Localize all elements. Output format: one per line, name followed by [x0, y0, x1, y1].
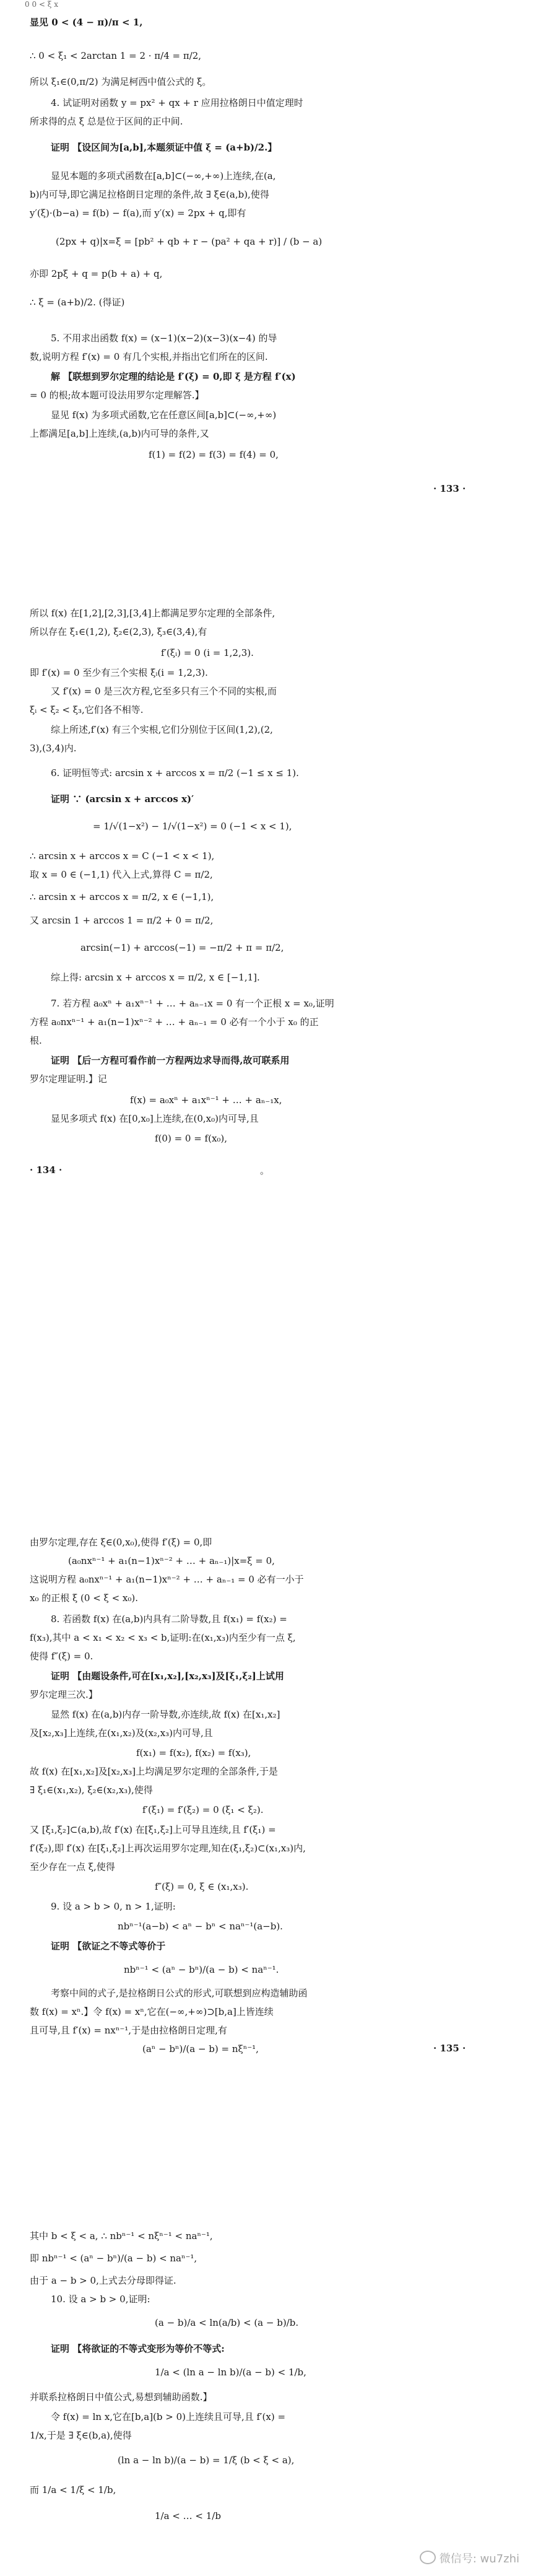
text-line: 1/a < (ln a − ln b)/(a − b) < 1/b,	[155, 2367, 306, 2378]
text-line: 6. 证明恒等式: arcsin x + arccos x = π/2 (−1 ≤ x ≤ 1).	[51, 767, 299, 779]
text-line: 7. 若方程 a₀xⁿ + a₁xⁿ⁻¹ + … + aₙ₋₁x = 0 有一个正根 x = x₀,证明	[51, 998, 334, 1009]
text-line: (a₀nxⁿ⁻¹ + a₁(n−1)xⁿ⁻² + … + aₙ₋₁)|x=ξ = 0,	[68, 1555, 275, 1566]
text-line: 显见本题的多项式函数在[a,b]⊂(−∞,+∞)上连续,在(a,	[51, 170, 276, 181]
text-line: 3),(3,4)内.	[30, 743, 77, 754]
text-line: 1/a < … < 1/b	[155, 2510, 221, 2521]
text-line: 4. 试证明对函数 y = px² + qx + r 应用拉格朗日中值定理时	[51, 97, 303, 108]
text-line: 上都满足[a,b]上连续,(a,b)内可导的条件,又	[30, 428, 209, 439]
text-line: 使得 f″(ξ) = 0.	[30, 1651, 93, 1662]
text-line: f(x₁) = f(x₂), f(x₂) = f(x₃),	[136, 1747, 251, 1758]
text-line: f(x₃),其中 a < x₁ < x₂ < x₃ < b,证明:在(x₁,x₃)内至少有一点 ξ,	[30, 1632, 296, 1643]
text-line: ∴ arcsin x + arccos x = π/2, x ∈ (−1,1),	[30, 891, 214, 902]
text-line: 即 nbⁿ⁻¹ < (aⁿ − bⁿ)/(a − b) < naⁿ⁻¹,	[30, 2253, 197, 2264]
text-line: 8. 若函数 f(x) 在(a,b)内具有二阶导数,且 f(x₁) = f(x₂) =	[51, 1613, 287, 1625]
text-line: 数,说明方程 f′(x) = 0 有几个实根,并指出它们所在的区间.	[30, 351, 268, 362]
text-line: nbⁿ⁻¹ < (aⁿ − bⁿ)/(a − b) < naⁿ⁻¹.	[124, 1964, 279, 1975]
text-line: 所以 ξ₁∈(0,π/2) 为满足柯西中值公式的 ξ。	[30, 76, 212, 87]
text-line: 令 f(x) = ln x,它在[b,a](b > 0)上连续且可导,且 f′(x) =	[51, 2411, 286, 2422]
text-line: 并联系拉格朗日中值公式,易想到辅助函数.】	[30, 2391, 212, 2403]
text-line: 又 arcsin 1 + arccos 1 = π/2 + 0 = π/2,	[30, 915, 214, 926]
text-line: ∃ ξ₁∈(x₁,x₂), ξ₂∈(x₂,x₃),使得	[30, 1784, 153, 1796]
text-line: 证明 【欲证之不等式等价于	[51, 1941, 166, 1952]
text-line: 显然 f(x) 在(a,b)内存一阶导数,亦连续,故 f(x) 在[x₁,x₂]	[51, 1709, 280, 1720]
text-line: 证明 【后一方程可看作前一方程两边求导而得,故可联系用	[51, 1055, 290, 1066]
text-line: ξᵢ < ξ₂ < ξ₃,它们各不相等.	[30, 704, 144, 715]
text-line: 解 【联想到罗尔定理的结论是 f′(ξ) = 0,即 ξ 是方程 f′(x)	[51, 371, 296, 382]
text-line: f(0) = 0 = f(x₀),	[155, 1133, 228, 1144]
text-line: = 0 的根;故本题可设法用罗尔定理解答.】	[30, 390, 204, 401]
text-line: 亦即 2pξ + q = p(b + a) + q,	[30, 268, 163, 279]
text-line: 综上得: arcsin x + arccos x = π/2, x ∈ [−1,1].	[51, 972, 260, 983]
text-line: 10. 设 a > b > 0,证明:	[51, 2294, 150, 2305]
text-line: 又 [ξ₁,ξ₂]⊂(a,b),故 f′(x) 在[ξ₁,ξ₂]上可导且连续,且 f′(ξ₁) =	[30, 1824, 276, 1835]
text-line: 所求得的点 ξ 总是位于区间的正中间.	[30, 116, 183, 127]
text-line: f(1) = f(2) = f(3) = f(4) = 0,	[149, 449, 279, 460]
text-line: 至少存在一点 ξ,使得	[30, 1861, 115, 1872]
text-line: f(x) = a₀xⁿ + a₁xⁿ⁻¹ + … + aₙ₋₁x,	[130, 1094, 282, 1106]
text-line: 由罗尔定理,存在 ξ∈(0,x₀),使得 f′(ξ) = 0,即	[30, 1537, 212, 1548]
text-line: 而 1/a < 1/ξ < 1/b,	[30, 2484, 116, 2495]
text-line: 及[x₂,x₃]上连续,在(x₁,x₂)及(x₂,x₃)内可导,且	[30, 1727, 213, 1739]
page-134	[0, 607, 533, 1282]
text-line: x₀ 的正根 ξ (0 < ξ < x₀).	[30, 1592, 138, 1604]
text-line: f′(ξᵢ) = 0 (i = 1,2,3).	[161, 647, 254, 658]
text-line: 9. 设 a > b > 0, n > 1,证明:	[51, 1901, 176, 1912]
text-line: 这说明方程 a₀nxⁿ⁻¹ + a₁(n−1)xⁿ⁻² + … + aₙ₋₁ = 0 必有一小于	[30, 1574, 304, 1585]
text-line: f′(ξ₁) = f′(ξ₂) = 0 (ξ₁ < ξ₂).	[142, 1804, 264, 1815]
page-135	[0, 1536, 533, 2056]
text-line: 证明 【设区间为[a,b],本题须证中值 ξ = (a+b)/2.】	[51, 142, 277, 153]
text-line: b)内可导,即它满足拉格朗日定理的条件,故 ∃ ξ∈(a,b),使得	[30, 189, 269, 200]
text-line: 1/x,于是 ∃ ξ∈(b,a),使得	[30, 2430, 132, 2441]
text-line: (ln a − ln b)/(a − b) = 1/ξ (b < ξ < a),	[118, 2455, 295, 2466]
text-line: 显见 f(x) 为多项式函数,它在任意区间[a,b]⊂(−∞,+∞)	[51, 409, 277, 421]
text-line: 又 f′(x) = 0 是三次方程,它至多只有三个不同的实根,而	[51, 686, 277, 697]
text-line: 根.	[30, 1035, 42, 1046]
text-line: 方程 a₀nxⁿ⁻¹ + a₁(n−1)xⁿ⁻² + … + aₙ₋₁ = 0 必有一个小于 x₀ 的正	[30, 1016, 319, 1028]
text-line: 证明 ∵ (arcsin x + arccos x)′	[51, 793, 194, 805]
sub-mark: 。	[260, 1165, 270, 1176]
text-line: f″(ξ) = 0, ξ ∈ (x₁,x₃).	[155, 1881, 249, 1892]
text-line: 且可导,且 f′(x) = nxⁿ⁻¹,于是由拉格朗日定理,有	[30, 2025, 227, 2036]
text-line: 所以 f(x) 在[1,2],[2,3],[3,4]上都满足罗尔定理的全部条件,	[30, 608, 275, 619]
top-fragment: 0 0 < ξ x	[25, 0, 58, 9]
page-number: · 134 ·	[30, 1164, 63, 1176]
text-line: 考察中间的式子,是拉格朗日公式的形式,可联想到应构造辅助函	[51, 1988, 308, 1999]
text-line: 显见多项式 f(x) 在[0,x₀]上连续,在(0,x₀)内可导,且	[51, 1113, 259, 1124]
text-line: y′(ξ)·(b−a) = f(b) − f(a),而 y′(x) = 2px + q,即有	[30, 207, 246, 219]
wechat-watermark	[420, 2550, 519, 2566]
text-line: = 1/√(1−x²) − 1/√(1−x²) = 0 (−1 < x < 1),	[93, 821, 292, 832]
text-line: 罗尔定理证明.】记	[30, 1073, 107, 1085]
text-line: ∴ arcsin x + arccos x = C (−1 < x < 1),	[30, 850, 215, 862]
text-line: 由于 a − b > 0,上式去分母即得证.	[30, 2275, 176, 2286]
watermark-text: 微信号: wu7zhi	[439, 2552, 519, 2565]
page-133	[0, 0, 533, 545]
text-line: 数 f(x) = xⁿ.】令 f(x) = xⁿ,它在(−∞,+∞)⊃[b,a]上皆连续	[30, 2006, 274, 2017]
page-136	[0, 2230, 533, 2576]
text-line: 取 x = 0 ∈ (−1,1) 代入上式,算得 C = π/2,	[30, 869, 213, 880]
text-line: (aⁿ − bⁿ)/(a − b) = nξⁿ⁻¹,	[142, 2043, 259, 2054]
text-line: (2px + q)|x=ξ = [pb² + qb + r − (pa² + qa + r)] / (b − a)	[56, 236, 323, 247]
text-line: (a − b)/a < ln(a/b) < (a − b)/b.	[155, 2317, 299, 2328]
text-line: 综上所述,f′(x) 有三个实根,它们分别位于区间(1,2),(2,	[51, 724, 273, 735]
page-number: · 135 ·	[433, 2043, 466, 2054]
text-line: f′(ξ₂),即 f′(x) 在[ξ₁,ξ₂]上再次运用罗尔定理,知在(ξ₁,ξ₂)⊂(x₁,x₃)内,	[30, 1843, 306, 1854]
text-line: 罗尔定理三次.】	[30, 1689, 98, 1700]
text-line: 显见 0 < (4 − π)/π < 1,	[30, 17, 143, 28]
text-line: ∴ ξ = (a+b)/2. (得证)	[30, 297, 125, 308]
text-line: nbⁿ⁻¹(a−b) < aⁿ − bⁿ < naⁿ⁻¹(a−b).	[118, 1921, 283, 1932]
text-line: 5. 不用求出函数 f(x) = (x−1)(x−2)(x−3)(x−4) 的导	[51, 333, 277, 344]
text-line: arcsin(−1) + arccos(−1) = −π/2 + π = π/2,	[80, 942, 284, 953]
text-line: 故 f(x) 在[x₁,x₂]及[x₂,x₃]上均满足罗尔定理的全部条件,于是	[30, 1766, 278, 1777]
text-line: 证明 【将欲证的不等式变形为等价不等式:	[51, 2343, 225, 2354]
wechat-icon	[420, 2551, 436, 2564]
text-line: 其中 b < ξ < a, ∴ nbⁿ⁻¹ < nξⁿ⁻¹ < naⁿ⁻¹,	[30, 2230, 213, 2242]
text-line: ∴ 0 < ξ₁ < 2arctan 1 = 2 · π/4 = π/2,	[30, 50, 202, 61]
page-number: · 133 ·	[433, 483, 466, 494]
text-line: 所以存在 ξ₁∈(1,2), ξ₂∈(2,3), ξ₃∈(3,4),有	[30, 626, 207, 637]
text-line: 证明 【由题设条件,可在[x₁,x₂],[x₂,x₃]及[ξ₁,ξ₂]上试用	[51, 1670, 284, 1682]
text-line: 即 f′(x) = 0 至少有三个实根 ξᵢ(i = 1,2,3).	[30, 667, 208, 678]
